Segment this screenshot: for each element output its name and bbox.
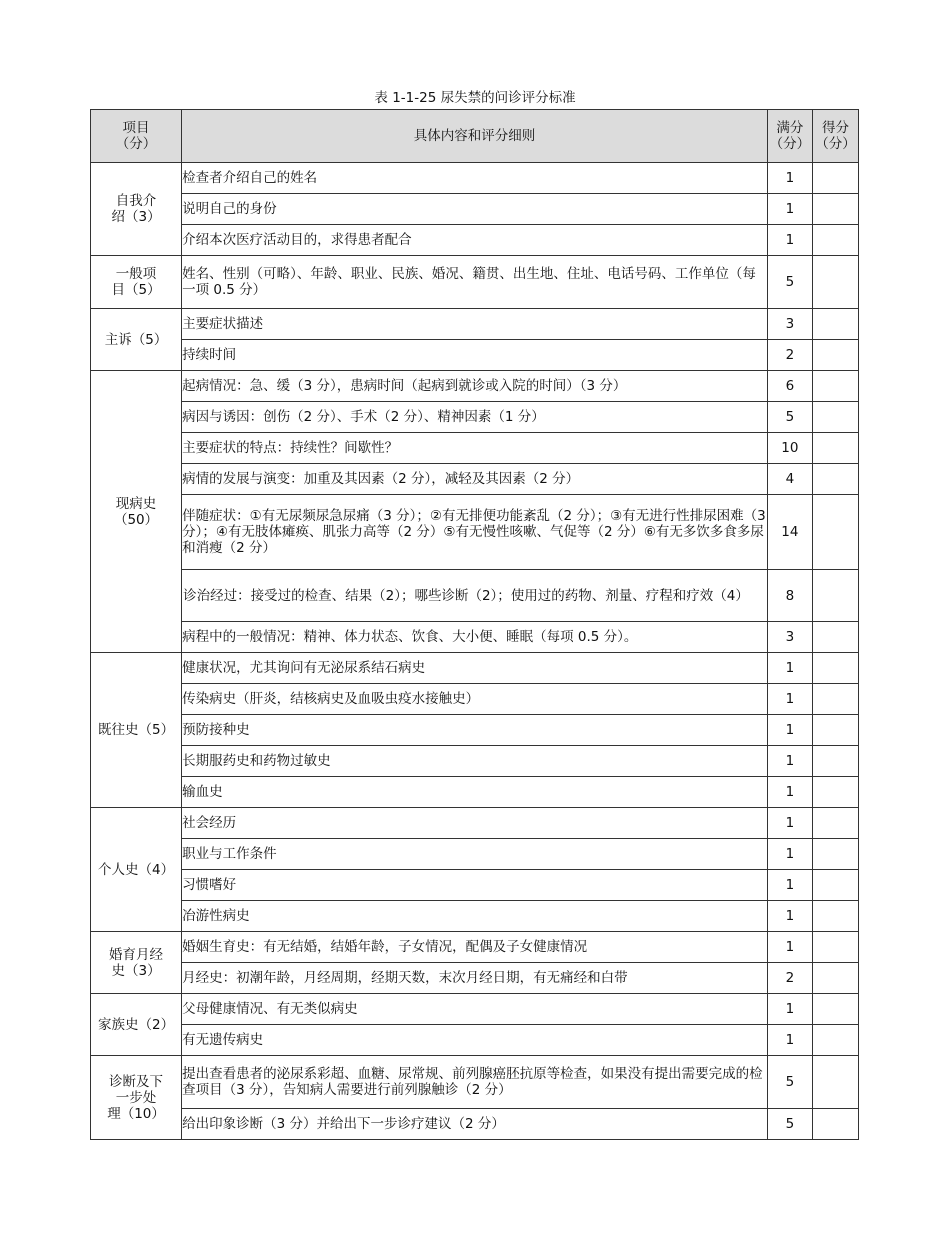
table-caption: 表 1-1-25 尿失禁的问诊评分标准 [374,90,576,106]
category-present-illness: 现病史 （50） [91,371,182,653]
row-full-score: 1 [767,994,812,1025]
table-row [91,932,859,963]
table-row [91,340,859,371]
row-full-score: 4 [767,464,812,495]
row-full-score: 5 [767,402,812,433]
row-full-score: 1 [767,194,812,225]
row-content: 月经史：初潮年龄，月经周期，经期天数，末次月经日期，有无痛经和白带 [182,963,768,994]
table-row [91,963,859,994]
row-score-input[interactable] [812,340,858,371]
table-row [91,194,859,225]
row-content: 社会经历 [182,808,768,839]
table-row [91,495,859,570]
row-score-input[interactable] [812,433,858,464]
table-row [91,901,859,932]
table-row [91,256,859,309]
row-score-input[interactable] [812,1025,858,1056]
category-past-history: 既往史（5） [91,653,182,808]
table-row [91,309,859,340]
row-content: 起病情况：急、缓（3 分），患病时间（起病到就诊或入院的时间）（3 分） [182,371,768,402]
row-content: 伴随症状：①有无尿频尿急尿痛（3 分）；②有无排便功能紊乱（2 分）；③有无进行性排尿困难（3 分）；④有无肢体瘫痪、肌张力高等（2 分）⑤有无慢性咳嗽、气促等（2 分）⑥有无多饮多食多尿和消瘦（2 分） [182,495,768,570]
row-full-score: 3 [767,622,812,653]
table-row [91,225,859,256]
scoring-table [90,109,859,1140]
row-score-input[interactable] [812,839,858,870]
row-score-input[interactable] [812,870,858,901]
row-content: 提出查看患者的泌尿系彩超、血糖、尿常规、前列腺癌胚抗原等检查，如果没有提出需要完成的检查项目（3 分），告知病人需要进行前列腺触诊（2 分） [182,1056,768,1109]
header-obtained-score: 得分 （分） [812,110,858,163]
row-full-score: 3 [767,309,812,340]
row-score-input[interactable] [812,622,858,653]
row-content: 传染病史（肝炎，结核病史及血吸虫疫水接触史） [182,684,768,715]
row-score-input[interactable] [812,746,858,777]
header-row [91,110,859,163]
row-content: 冶游性病史 [182,901,768,932]
table-row [91,839,859,870]
row-content: 长期服药史和药物过敏史 [182,746,768,777]
table-row [91,622,859,653]
row-score-input[interactable] [812,163,858,194]
header-item: 项目 （分） [91,110,182,163]
category-self-intro: 自我介 绍（3） [91,163,182,256]
row-content: 持续时间 [182,340,768,371]
row-full-score: 6 [767,371,812,402]
row-content: 说明自己的身份 [182,194,768,225]
row-score-input[interactable] [812,963,858,994]
category-marital-menstrual-history: 婚育月经 史（3） [91,932,182,994]
row-content: 预防接种史 [182,715,768,746]
category-chief-complaint: 主诉（5） [91,309,182,371]
row-score-input[interactable] [812,994,858,1025]
row-content: 给出印象诊断（3 分）并给出下一步诊疗建议（2 分） [182,1109,768,1140]
row-score-input[interactable] [812,777,858,808]
category-personal-history: 个人史（4） [91,808,182,932]
table-row [91,808,859,839]
table-row [91,1056,859,1109]
row-full-score: 5 [767,1109,812,1140]
row-full-score: 1 [767,653,812,684]
row-score-input[interactable] [812,371,858,402]
row-content: 介绍本次医疗活动目的，求得患者配合 [182,225,768,256]
row-content: 主要症状的特点：持续性？间歇性？ [182,433,768,464]
header-full-score: 满分 （分） [767,110,812,163]
row-content: 病程中的一般情况：精神、体力状态、饮食、大小便、睡眠（每项 0.5 分）。 [182,622,768,653]
row-full-score: 1 [767,746,812,777]
row-full-score: 1 [767,808,812,839]
row-score-input[interactable] [812,309,858,340]
category-family-history: 家族史（2） [91,994,182,1056]
row-score-input[interactable] [812,932,858,963]
table-row [91,653,859,684]
row-full-score: 1 [767,932,812,963]
row-content: 婚姻生育史：有无结婚，结婚年龄，子女情况，配偶及子女健康情况 [182,932,768,963]
row-content: 职业与工作条件 [182,839,768,870]
row-score-input[interactable] [812,570,858,622]
table-row [91,994,859,1025]
table-row [91,163,859,194]
table-row [91,402,859,433]
row-full-score: 10 [767,433,812,464]
table-row [91,684,859,715]
row-score-input[interactable] [812,495,858,570]
row-score-input[interactable] [812,464,858,495]
row-content: 有无遗传病史 [182,1025,768,1056]
row-score-input[interactable] [812,194,858,225]
row-full-score: 1 [767,870,812,901]
row-score-input[interactable] [812,1109,858,1140]
row-score-input[interactable] [812,225,858,256]
header-content: 具体内容和评分细则 [182,110,768,163]
row-full-score: 14 [767,495,812,570]
row-content: 检查者介绍自己的姓名 [182,163,768,194]
category-diagnosis-next-steps: 诊断及下 一步处 理（10） [91,1056,182,1140]
row-full-score: 1 [767,684,812,715]
row-full-score: 1 [767,901,812,932]
category-general-items: 一般项 目（5） [91,256,182,309]
table-row [91,464,859,495]
row-full-score: 5 [767,256,812,309]
row-content: 父母健康情况、有无类似病史 [182,994,768,1025]
row-full-score: 2 [767,340,812,371]
row-full-score: 1 [767,163,812,194]
row-content: 病因与诱因：创伤（2 分）、手术（2 分）、精神因素（1 分） [182,402,768,433]
row-score-input[interactable] [812,715,858,746]
table-row [91,371,859,402]
row-content: 主要症状描述 [182,309,768,340]
row-score-input[interactable] [812,1056,858,1109]
row-content: 习惯嗜好 [182,870,768,901]
row-content: 诊治经过：接受过的检查、结果（2）；哪些诊断（2）；使用过的药物、剂量、疗程和疗效（4） [182,570,768,622]
row-full-score: 8 [767,570,812,622]
row-content: 输血史 [182,777,768,808]
row-full-score: 1 [767,1025,812,1056]
row-score-input[interactable] [812,653,858,684]
row-content: 姓名、性别（可略）、年龄、职业、民族、婚况、籍贯、出生地、住址、电话号码、工作单位（每一项 0.5 分） [182,256,768,309]
table-row [91,433,859,464]
table-row [91,1025,859,1056]
row-full-score: 1 [767,839,812,870]
row-score-input[interactable] [812,402,858,433]
row-score-input[interactable] [812,256,858,309]
row-score-input[interactable] [812,901,858,932]
row-score-input[interactable] [812,808,858,839]
row-full-score: 2 [767,963,812,994]
row-content: 病情的发展与演变：加重及其因素（2 分），减轻及其因素（2 分） [182,464,768,495]
row-content: 健康状况，尤其询问有无泌尿系结石病史 [182,653,768,684]
table-row [91,777,859,808]
row-full-score: 5 [767,1056,812,1109]
table-row [91,746,859,777]
row-full-score: 1 [767,715,812,746]
table-row [91,870,859,901]
table-row [91,570,859,622]
row-full-score: 1 [767,225,812,256]
table-row [91,1109,859,1140]
table-row [91,715,859,746]
row-score-input[interactable] [812,684,858,715]
row-full-score: 1 [767,777,812,808]
